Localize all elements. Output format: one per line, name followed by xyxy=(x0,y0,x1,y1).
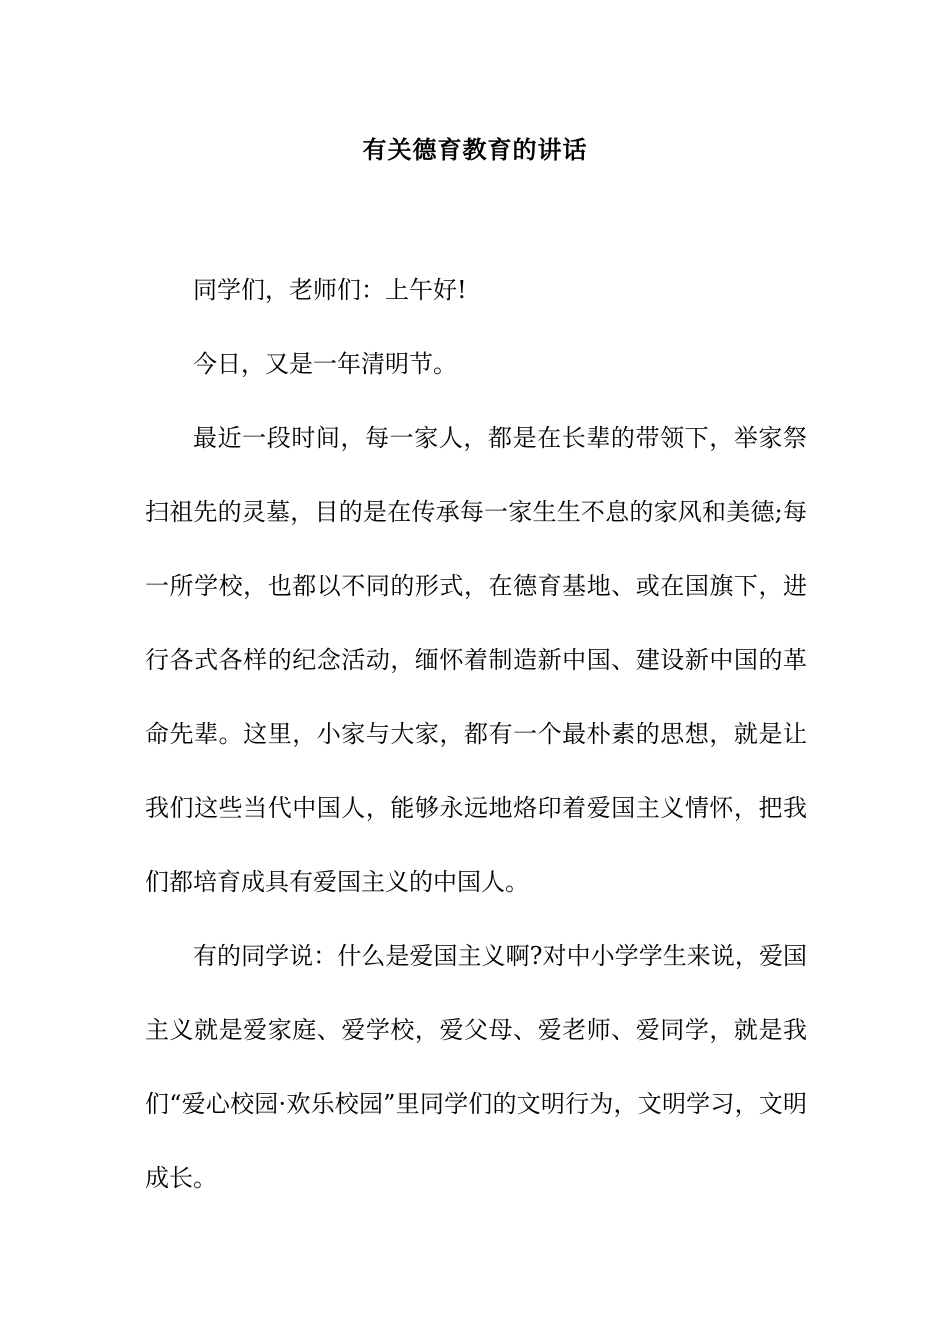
paragraph-memorial: 最近一段时间，每一家人，都是在长辈的带领下，举家祭扫祖先的灵墓，目的是在传承每一家生生不息的家风和美德;每一所学校，也都以不同的形式，在德育基地、或在国旗下，进行各式各样的纪念活动，缅怀着制造新中国、建设新中国的革命先辈。这里，小家与大家，都有一个最朴素的思想，就是让我们这些当代中国人，能够永远地烙印着爱国主义情怀，把我们都培育成具有爱国主义的中国人。 xyxy=(145,424,807,896)
paragraph-greeting: 同学们，老师们：上午好! xyxy=(193,276,467,304)
paragraph-qingming: 今日，又是一年清明节。 xyxy=(193,350,457,378)
document-body xyxy=(145,253,807,1215)
document-title: 有关德育教育的讲话 xyxy=(362,135,588,164)
paragraph-patriotism: 有的同学说：什么是爱国主义啊?对中小学学生来说，爱国主义就是爱家庭、爱学校，爱父母、爱老师、爱同学，就是我们“爱心校园·欢乐校园”里同学们的文明行为，文明学习，文明成长。 xyxy=(145,942,807,1192)
